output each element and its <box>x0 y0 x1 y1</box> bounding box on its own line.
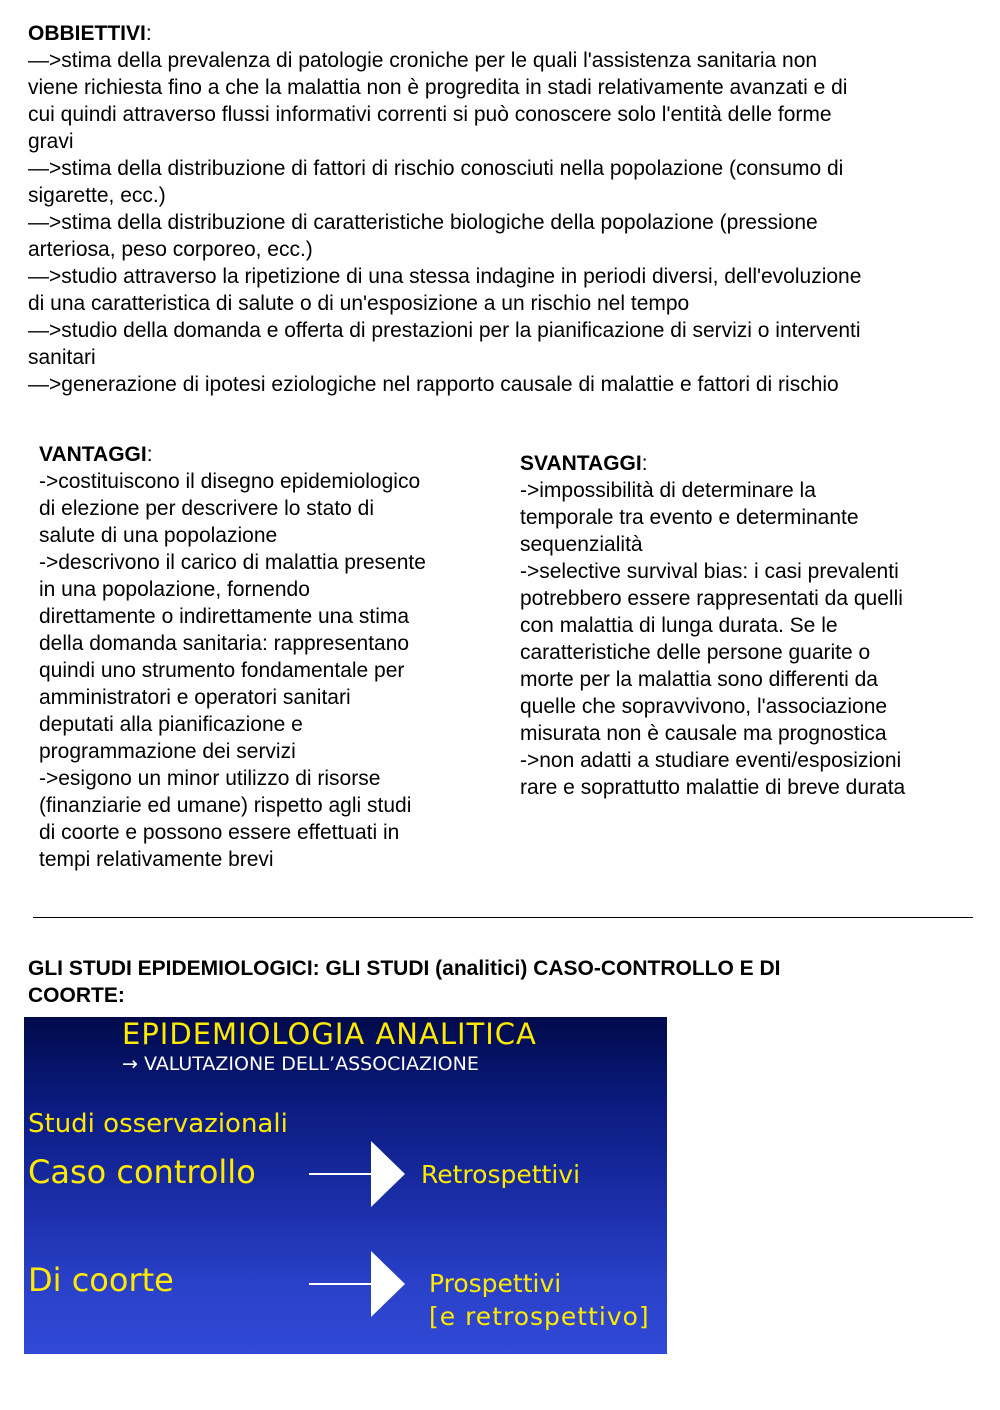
disadvantages-line: potrebbero essere rappresentati da quelli <box>520 587 903 610</box>
section-heading <box>28 955 978 1009</box>
objectives-line: gravi <box>28 130 74 153</box>
objectives-line: —>studio della domanda e offerta di prestazioni per la pianificazione di servizi o interventi <box>28 319 861 342</box>
advantages-line: di elezione per descrivere lo stato di <box>39 497 375 520</box>
section-heading-line: COORTE: <box>28 984 125 1007</box>
advantages-line: deputati alla pianificazione e <box>39 713 303 736</box>
analytic-epidemiology-slide <box>24 1017 667 1354</box>
advantages-title-suffix: : <box>146 443 153 466</box>
advantages-line: (finanziarie ed umane) rispetto agli studi <box>39 794 412 817</box>
slide-prospective-label: Prospettivi <box>429 1269 562 1298</box>
objectives-line: —>generazione di ipotesi eziologiche nel rapporto causale di malattie e fattori di rischio <box>28 373 839 396</box>
section-heading-line: GLI STUDI EPIDEMIOLOGICI: GLI STUDI (analitici) CASO-CONTROLLO E DI <box>28 957 781 980</box>
disadvantages-line: ->non adatti a studiare eventi/esposizioni <box>520 749 902 772</box>
disadvantages-line: caratteristiche delle persone guarite o <box>520 641 871 664</box>
disadvantages-line: quelle che sopravvivono, l'associazione <box>520 695 888 718</box>
advantages-line: salute di una popolazione <box>39 524 278 547</box>
objectives-line: —>stima della distribuzione di fattori di rischio conosciuti nella popolazione (consumo di <box>28 157 844 180</box>
slide-case-control-label: Caso controllo <box>28 1153 256 1191</box>
advantages-line: quindi uno strumento fondamentale per <box>39 659 405 682</box>
disadvantages-line: ->impossibilità di determinare la <box>520 479 816 502</box>
slide-cohort-label: Di coorte <box>28 1261 174 1299</box>
disadvantages-title-line <box>520 450 980 477</box>
slide-observational-label: Studi osservazionali <box>28 1109 288 1139</box>
disadvantages-title-suffix: : <box>641 452 648 475</box>
advantages-line: programmazione dei servizi <box>39 740 296 763</box>
disadvantages-line: misurata non è causale ma prognostica <box>520 722 887 745</box>
objectives-line: sanitari <box>28 346 96 369</box>
objectives-line: viene richiesta fino a che la malattia non è progredita in stadi relativamente avanzati e di <box>28 76 848 99</box>
disadvantages-title: SVANTAGGI <box>520 452 642 475</box>
advantages-line: amministratori e operatori sanitari <box>39 686 351 709</box>
advantages-line: tempi relativamente brevi <box>39 848 274 871</box>
objectives-line: —>stima della prevalenza di patologie croniche per le quali l'assistenza sanitaria non <box>28 49 818 72</box>
advantages-line: della domanda sanitaria: rappresentano <box>39 632 410 655</box>
objectives-line: cui quindi attraverso flussi informativi correnti si può conoscere solo l'entità delle forme <box>28 103 832 126</box>
slide-prospective-note: [e retrospettivo] <box>429 1302 650 1331</box>
advantages-line: di coorte e possono essere effettuati in <box>39 821 400 844</box>
objectives-title: OBBIETTIVI <box>28 22 146 45</box>
arrow-right-icon <box>309 1141 409 1212</box>
objectives-title-line <box>28 20 978 47</box>
section-divider <box>33 917 973 918</box>
advantages-line: ->descrivono il carico di malattia presente <box>39 551 426 574</box>
advantages-title: VANTAGGI <box>39 443 147 466</box>
objectives-line: —>stima della distribuzione di caratteristiche biologiche della popolazione (pressione <box>28 211 818 234</box>
objectives-section <box>28 20 978 398</box>
advantages-line: in una popolazione, fornendo <box>39 578 310 601</box>
objectives-line: —>studio attraverso la ripetizione di una stessa indagine in periodi diversi, dell'evoluzione <box>28 265 862 288</box>
objectives-line: sigarette, ecc.) <box>28 184 166 207</box>
disadvantages-line: morte per la malattia sono differenti da <box>520 668 878 691</box>
disadvantages-line: ->selective survival bias: i casi prevalenti <box>520 560 899 583</box>
advantages-line: ->esigono un minor utilizzo di risorse <box>39 767 381 790</box>
disadvantages-line: rare e soprattutto malattie di breve durata <box>520 776 906 799</box>
disadvantages-column <box>520 450 980 801</box>
advantages-line: direttamente o indirettamente una stima <box>39 605 410 628</box>
arrow-right-icon <box>309 1251 409 1322</box>
objectives-line: arteriosa, peso corporeo, ecc.) <box>28 238 313 261</box>
disadvantages-line: temporale tra evento e determinante <box>520 506 859 529</box>
objectives-line: di una caratteristica di salute o di un'esposizione a un rischio nel tempo <box>28 292 690 315</box>
disadvantages-line: sequenzialità <box>520 533 643 556</box>
slide-title: EPIDEMIOLOGIA ANALITICA <box>122 1017 537 1051</box>
advantages-title-line <box>39 441 489 468</box>
slide-retrospective-label: Retrospettivi <box>421 1160 581 1189</box>
advantages-column <box>39 441 489 873</box>
objectives-title-suffix: : <box>145 22 152 45</box>
slide-subtitle: → VALUTAZIONE DELL’ASSOCIAZIONE <box>122 1053 479 1075</box>
disadvantages-line: con malattia di lunga durata. Se le <box>520 614 838 637</box>
advantages-line: ->costituiscono il disegno epidemiologico <box>39 470 421 493</box>
